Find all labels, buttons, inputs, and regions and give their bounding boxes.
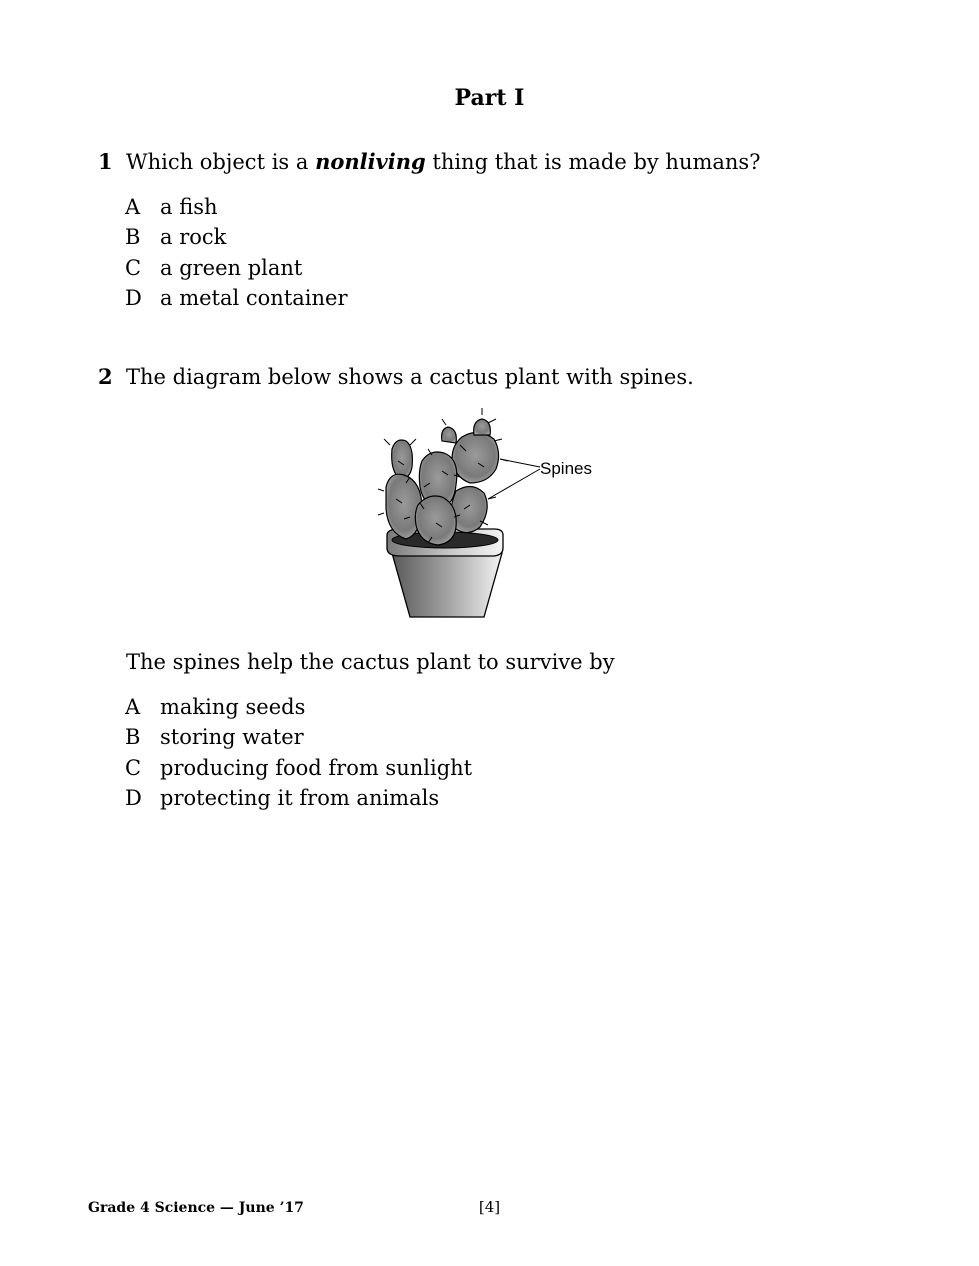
page-title: Part I — [454, 85, 525, 111]
option-letter: D — [125, 286, 142, 310]
question-2-option-a[interactable] — [125, 693, 305, 721]
option-letter: B — [125, 225, 141, 249]
question-1-stem-emphasis: nonliving — [315, 149, 426, 174]
option-text: a rock — [160, 225, 227, 249]
page-number: [4] — [478, 1198, 501, 1216]
question-2-option-d[interactable] — [125, 784, 439, 812]
question-2-prompt: The spines help the cactus plant to survive by — [126, 650, 615, 674]
cactus-plant — [386, 419, 499, 545]
option-text: protecting it from animals — [160, 786, 440, 810]
option-text: a fish — [160, 195, 218, 219]
option-text: a metal container — [160, 286, 348, 310]
question-2-option-b[interactable] — [125, 723, 304, 751]
option-letter: A — [125, 195, 141, 219]
pot-body — [392, 553, 502, 617]
option-letter: B — [125, 725, 141, 749]
option-text: making seeds — [160, 695, 306, 719]
question-1-stem — [126, 148, 760, 176]
footer-exam-title: Grade 4 Science — June ’17 — [88, 1200, 304, 1216]
option-letter: D — [125, 786, 142, 810]
question-2-stem: The diagram below shows a cactus plant with spines. — [126, 365, 694, 389]
question-2-option-c[interactable] — [125, 754, 472, 782]
question-1-option-b[interactable] — [125, 223, 226, 251]
question-1-stem-start: Which object is a — [126, 150, 316, 174]
question-2-number: 2 — [98, 364, 113, 389]
option-text: producing food from sunlight — [160, 756, 473, 780]
question-1-stem-end: thing that is made by humans? — [425, 150, 761, 174]
option-text: storing water — [160, 725, 304, 749]
question-1-number: 1 — [98, 149, 113, 174]
cactus-diagram — [370, 405, 610, 630]
question-1-option-a[interactable] — [125, 193, 218, 221]
option-letter: C — [125, 756, 142, 780]
spines-label: Spines — [540, 459, 592, 478]
option-letter: C — [125, 256, 142, 280]
question-1-option-c[interactable] — [125, 254, 302, 282]
option-text: a green plant — [160, 256, 303, 280]
question-1-option-d[interactable] — [125, 284, 347, 312]
option-letter: A — [125, 695, 141, 719]
